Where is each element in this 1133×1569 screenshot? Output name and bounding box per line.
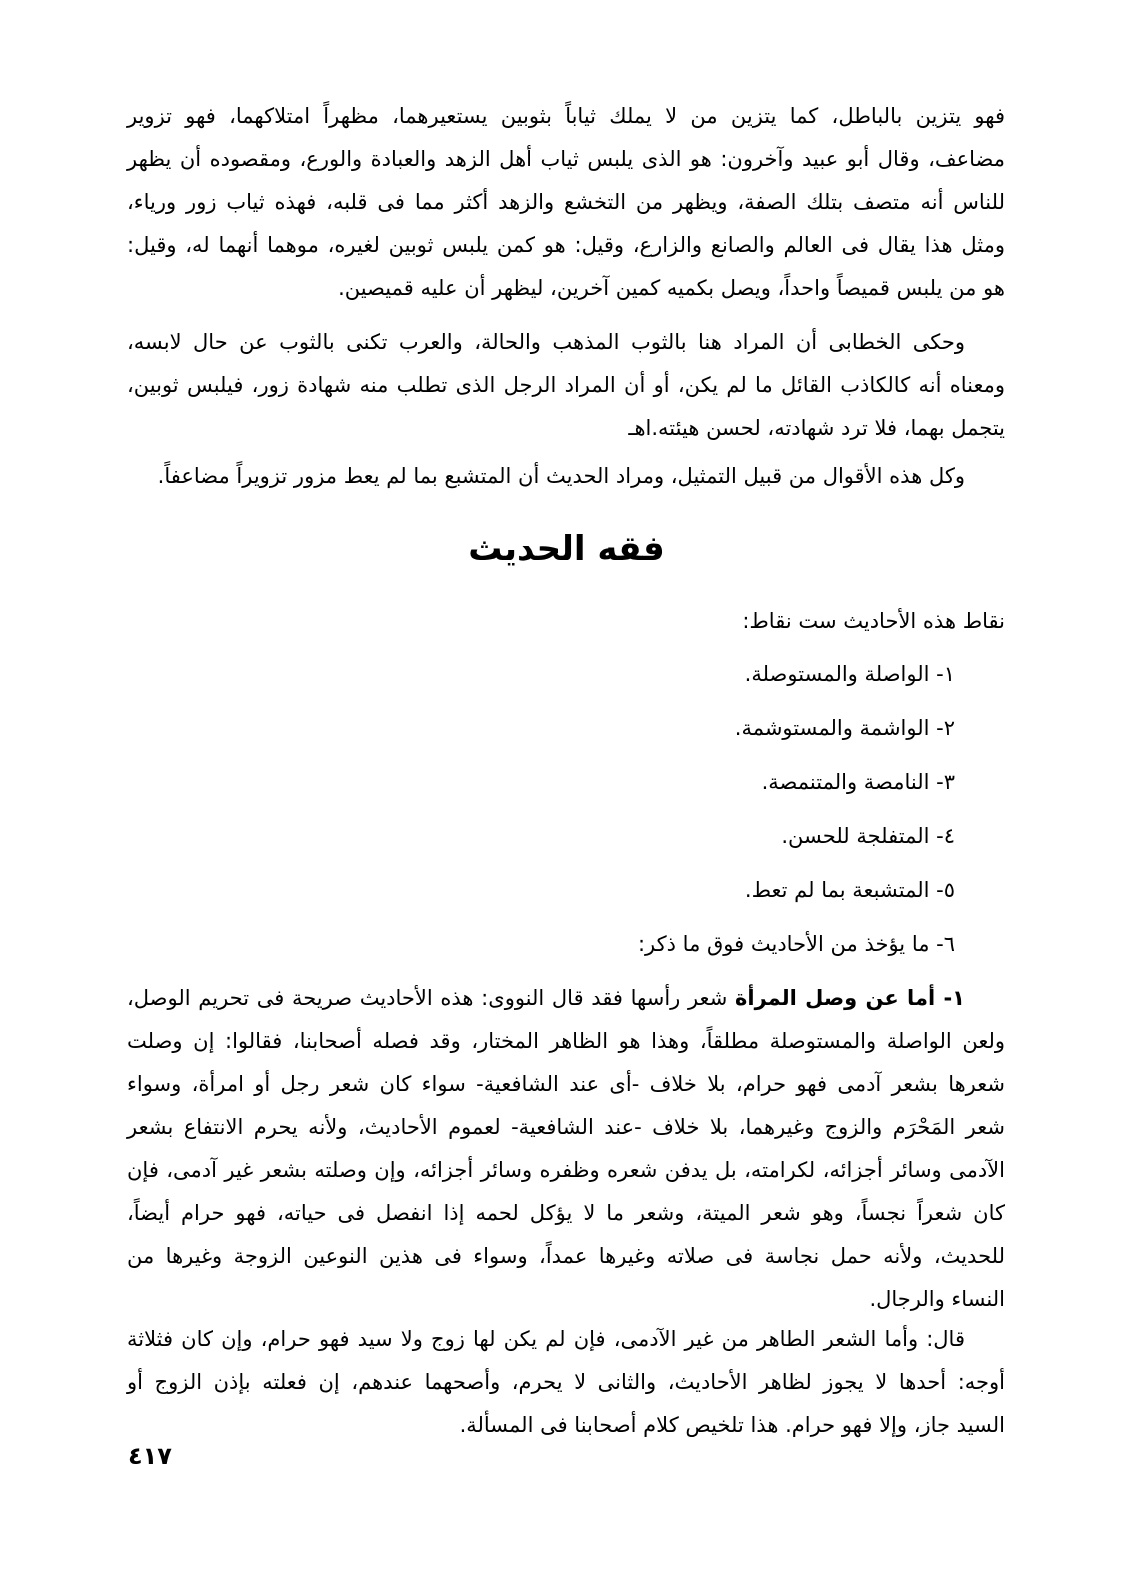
- paragraph-lead: ١- أما عن وصل المرأة: [734, 986, 965, 1010]
- paragraph-lead-rest: شعر رأسها فقد قال النووى: هذه الأحاديث صريحة فى تحريم الوصل،: [127, 986, 735, 1010]
- text-line: السيد جاز، وإلا فهو حرام. هذا تلخيص كلام أصحابنا فى المسألة.: [459, 1413, 1005, 1437]
- list-item: ٤- المتفلجة للحسن.: [781, 824, 955, 848]
- text-line: فهو يتزين بالباطل، كما يتزين من لا يملك ثياباً بثوبين يستعيرهما، مظهراً امتلاكهما، فهو تزوير: [127, 104, 1005, 128]
- section-heading: فقه الحديث: [468, 529, 665, 569]
- list-item: ١- الواصلة والمستوصلة.: [744, 662, 955, 686]
- page-number: ٤١٧: [128, 1442, 172, 1470]
- text-line: وكل هذه الأقوال من قبيل التمثيل، ومراد الحديث أن المتشبع بما لم يعط مزور تزويراً مضاعفاً.: [157, 464, 965, 488]
- list-item: ٣- النامصة والمتنمصة.: [761, 770, 955, 794]
- text-line: النساء والرجال.: [869, 1287, 1005, 1311]
- text-line: ومعناه أنه كالكاذب القائل ما لم يكن، أو أن المراد الرجل الذى تطلب منه شهادة زور، فيلبس ثوبين،: [127, 373, 1005, 397]
- points-list: [638, 656, 955, 980]
- text-line: هو من يلبس قميصاً واحداً، ويصل بكميه كمين آخرين، ليظهر أن عليه قميصين.: [338, 276, 1005, 300]
- list-item: ٢- الواشمة والمستوشمة.: [734, 716, 955, 740]
- text-line: كان شعراً نجساً، وهو شعر الميتة، وشعر ما لا يؤكل لحمه إذا انفصل فى حياته، فهو حرام أيضاً،: [127, 1201, 1005, 1225]
- text-line: يتجمل بهما، فلا ترد شهادته، لحسن هيئته.اهـ: [628, 416, 1005, 440]
- text-line: للناس أنه متصف بتلك الصفة، ويظهر من التخشع والزهد أكثر مما فى قلبه، فهذه ثياب زور ورياء،: [127, 190, 1005, 214]
- text-line: أوجه: أحدها لا يجوز لظاهر الأحاديث، والثانى لا يحرم، وأصحهما عندهم، إن فعلته بإذن الزوج أو: [127, 1370, 1005, 1394]
- list-item: ٦- ما يؤخذ من الأحاديث فوق ما ذكر:: [637, 932, 955, 956]
- text-line: الآدمى وسائر أجزائه، لكرامته، بل يدفن شعره وظفره وسائر أجزائه، وإن وصلته بشعر غير آدمى، فإن: [127, 1158, 1005, 1182]
- paragraph-tahir-hair: [127, 1318, 1005, 1447]
- text-line: شعر المَحْرَم والزوج وغيرهما، بلا خلاف -عند الشافعية- لعموم الأحاديث، ولأنه يحرم الانتفاع بشعر: [127, 1115, 1005, 1139]
- text-line: مضاعف، وقال أبو عبيد وآخرون: هو الذى يلبس ثياب أهل الزهد والعبادة والورع، ومقصوده أن يظهر: [127, 147, 1005, 171]
- paragraph-tamthil: [127, 455, 1005, 498]
- paragraph-zur-explanation: [127, 95, 1005, 310]
- text-line: شعرها بشعر آدمى فهو حرام، بلا خلاف -أى عند الشافعية- سواء كان شعر رجل أو امرأة، وسواء: [127, 1072, 1005, 1096]
- paragraph-khattabi: [127, 321, 1005, 450]
- text-line: للحديث، ولأنه حمل نجاسة فى صلاته وغيرها عمداً، وسواء فى هذين النوعين الزوجة وغيرها من: [127, 1244, 1005, 1268]
- list-intro: نقاط هذه الأحاديث ست نقاط:: [742, 609, 1005, 633]
- text-line: وحكى الخطابى أن المراد هنا بالثوب المذهب والحالة، والعرب تكنى بالثوب عن حال لابسه،: [127, 330, 965, 354]
- text-line: قال: وأما الشعر الطاهر من غير الآدمى، فإن لم يكن لها زوج ولا سيد فهو حرام، وإن كان فثلاثة: [127, 1327, 965, 1351]
- list-item: ٥- المتشبعة بما لم تعط.: [744, 878, 955, 902]
- text-line: ومثل هذا يقال فى العالم والصانع والزارع، وقيل: هو كمن يلبس ثوبين لغيره، موهما أنهما له، وقيل:: [127, 233, 1005, 257]
- text-line: ولعن الواصلة والمستوصلة مطلقاً، وهذا هو الظاهر المختار، وقد فصله أصحابنا، فقالوا: إن وصلت: [127, 1029, 1005, 1053]
- paragraph-wasl: [127, 977, 1005, 1321]
- text-line: [127, 977, 1005, 1020]
